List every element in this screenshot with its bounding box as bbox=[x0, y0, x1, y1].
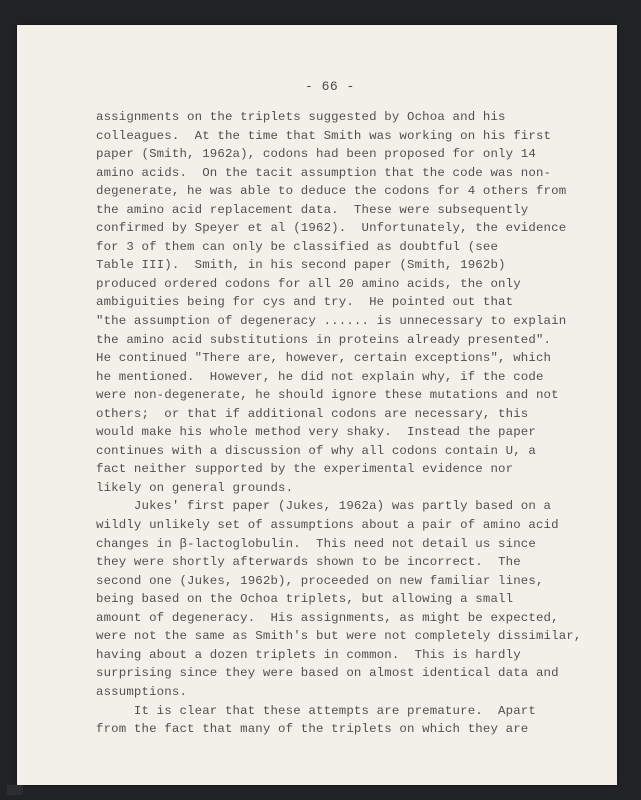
text-line: were non-degenerate, he should ignore these mutations and not bbox=[96, 388, 559, 403]
text-line: paper (Smith, 1962a), codons had been proposed for only 14 bbox=[96, 147, 536, 162]
document-page bbox=[17, 25, 617, 785]
text-line: were not the same as Smith's but were not completely dissimilar, bbox=[96, 629, 582, 644]
text-line: produced ordered codons for all 20 amino acids, the only bbox=[96, 276, 521, 291]
text-line: from the fact that many of the triplets on which they are bbox=[96, 722, 529, 737]
text-line: continues with a discussion of why all codons contain U, a bbox=[96, 443, 536, 458]
text-line: likely on general grounds. bbox=[96, 480, 294, 495]
text-line: assumptions. bbox=[96, 684, 188, 699]
text-line: being based on the Ochoa triplets, but allowing a small bbox=[96, 592, 514, 607]
text-line: changes in β-lactoglobulin. This need not detail us since bbox=[96, 536, 536, 551]
text-line: they were shortly afterwards shown to be incorrect. The bbox=[96, 555, 521, 570]
text-line: he mentioned. However, he did not explain why, if the code bbox=[96, 369, 544, 384]
scan-corner-mark bbox=[7, 785, 23, 795]
text-line: having about a dozen triplets in common. This is hardly bbox=[96, 647, 521, 662]
text-line: surprising since they were based on almost identical data and bbox=[96, 666, 559, 681]
text-line: ambiguities being for cys and try. He pointed out that bbox=[96, 295, 514, 310]
text-line: colleagues. At the time that Smith was working on his first bbox=[96, 128, 552, 143]
text-line: others; or that if additional codons are necessary, this bbox=[96, 406, 529, 421]
text-line: the amino acid substitutions in proteins already presented". bbox=[96, 332, 552, 347]
text-line: wildly unlikely set of assumptions about a pair of amino acid bbox=[96, 518, 559, 533]
page-number: - 66 - bbox=[305, 79, 355, 94]
text-line: degenerate, he was able to deduce the codons for 4 others from bbox=[96, 184, 567, 199]
text-line: amino acids. On the tacit assumption that the code was non- bbox=[96, 165, 552, 180]
text-line: Table III). Smith, in his second paper (Smith, 1962b) bbox=[96, 258, 506, 273]
text-line: fact neither supported by the experimental evidence nor bbox=[96, 462, 514, 477]
text-line: second one (Jukes, 1962b), proceeded on new familiar lines, bbox=[96, 573, 544, 588]
text-line: for 3 of them can only be classified as doubtful (see bbox=[96, 239, 499, 254]
body-text bbox=[96, 108, 616, 739]
text-line: It is clear that these attempts are premature. Apart bbox=[96, 703, 536, 718]
text-line: "the assumption of degeneracy ...... is unnecessary to explain bbox=[96, 314, 567, 329]
text-line: Jukes' first paper (Jukes, 1962a) was partly based on a bbox=[96, 499, 552, 514]
text-line: amount of degeneracy. His assignments, as might be expected, bbox=[96, 610, 559, 625]
text-line: confirmed by Speyer et al (1962). Unfortunately, the evidence bbox=[96, 221, 567, 236]
text-line: the amino acid replacement data. These were subsequently bbox=[96, 202, 529, 217]
text-line: He continued "There are, however, certain exceptions", which bbox=[96, 351, 552, 366]
text-line: would make his whole method very shaky. Instead the paper bbox=[96, 425, 536, 440]
text-line: assignments on the triplets suggested by Ochoa and his bbox=[96, 110, 506, 124]
